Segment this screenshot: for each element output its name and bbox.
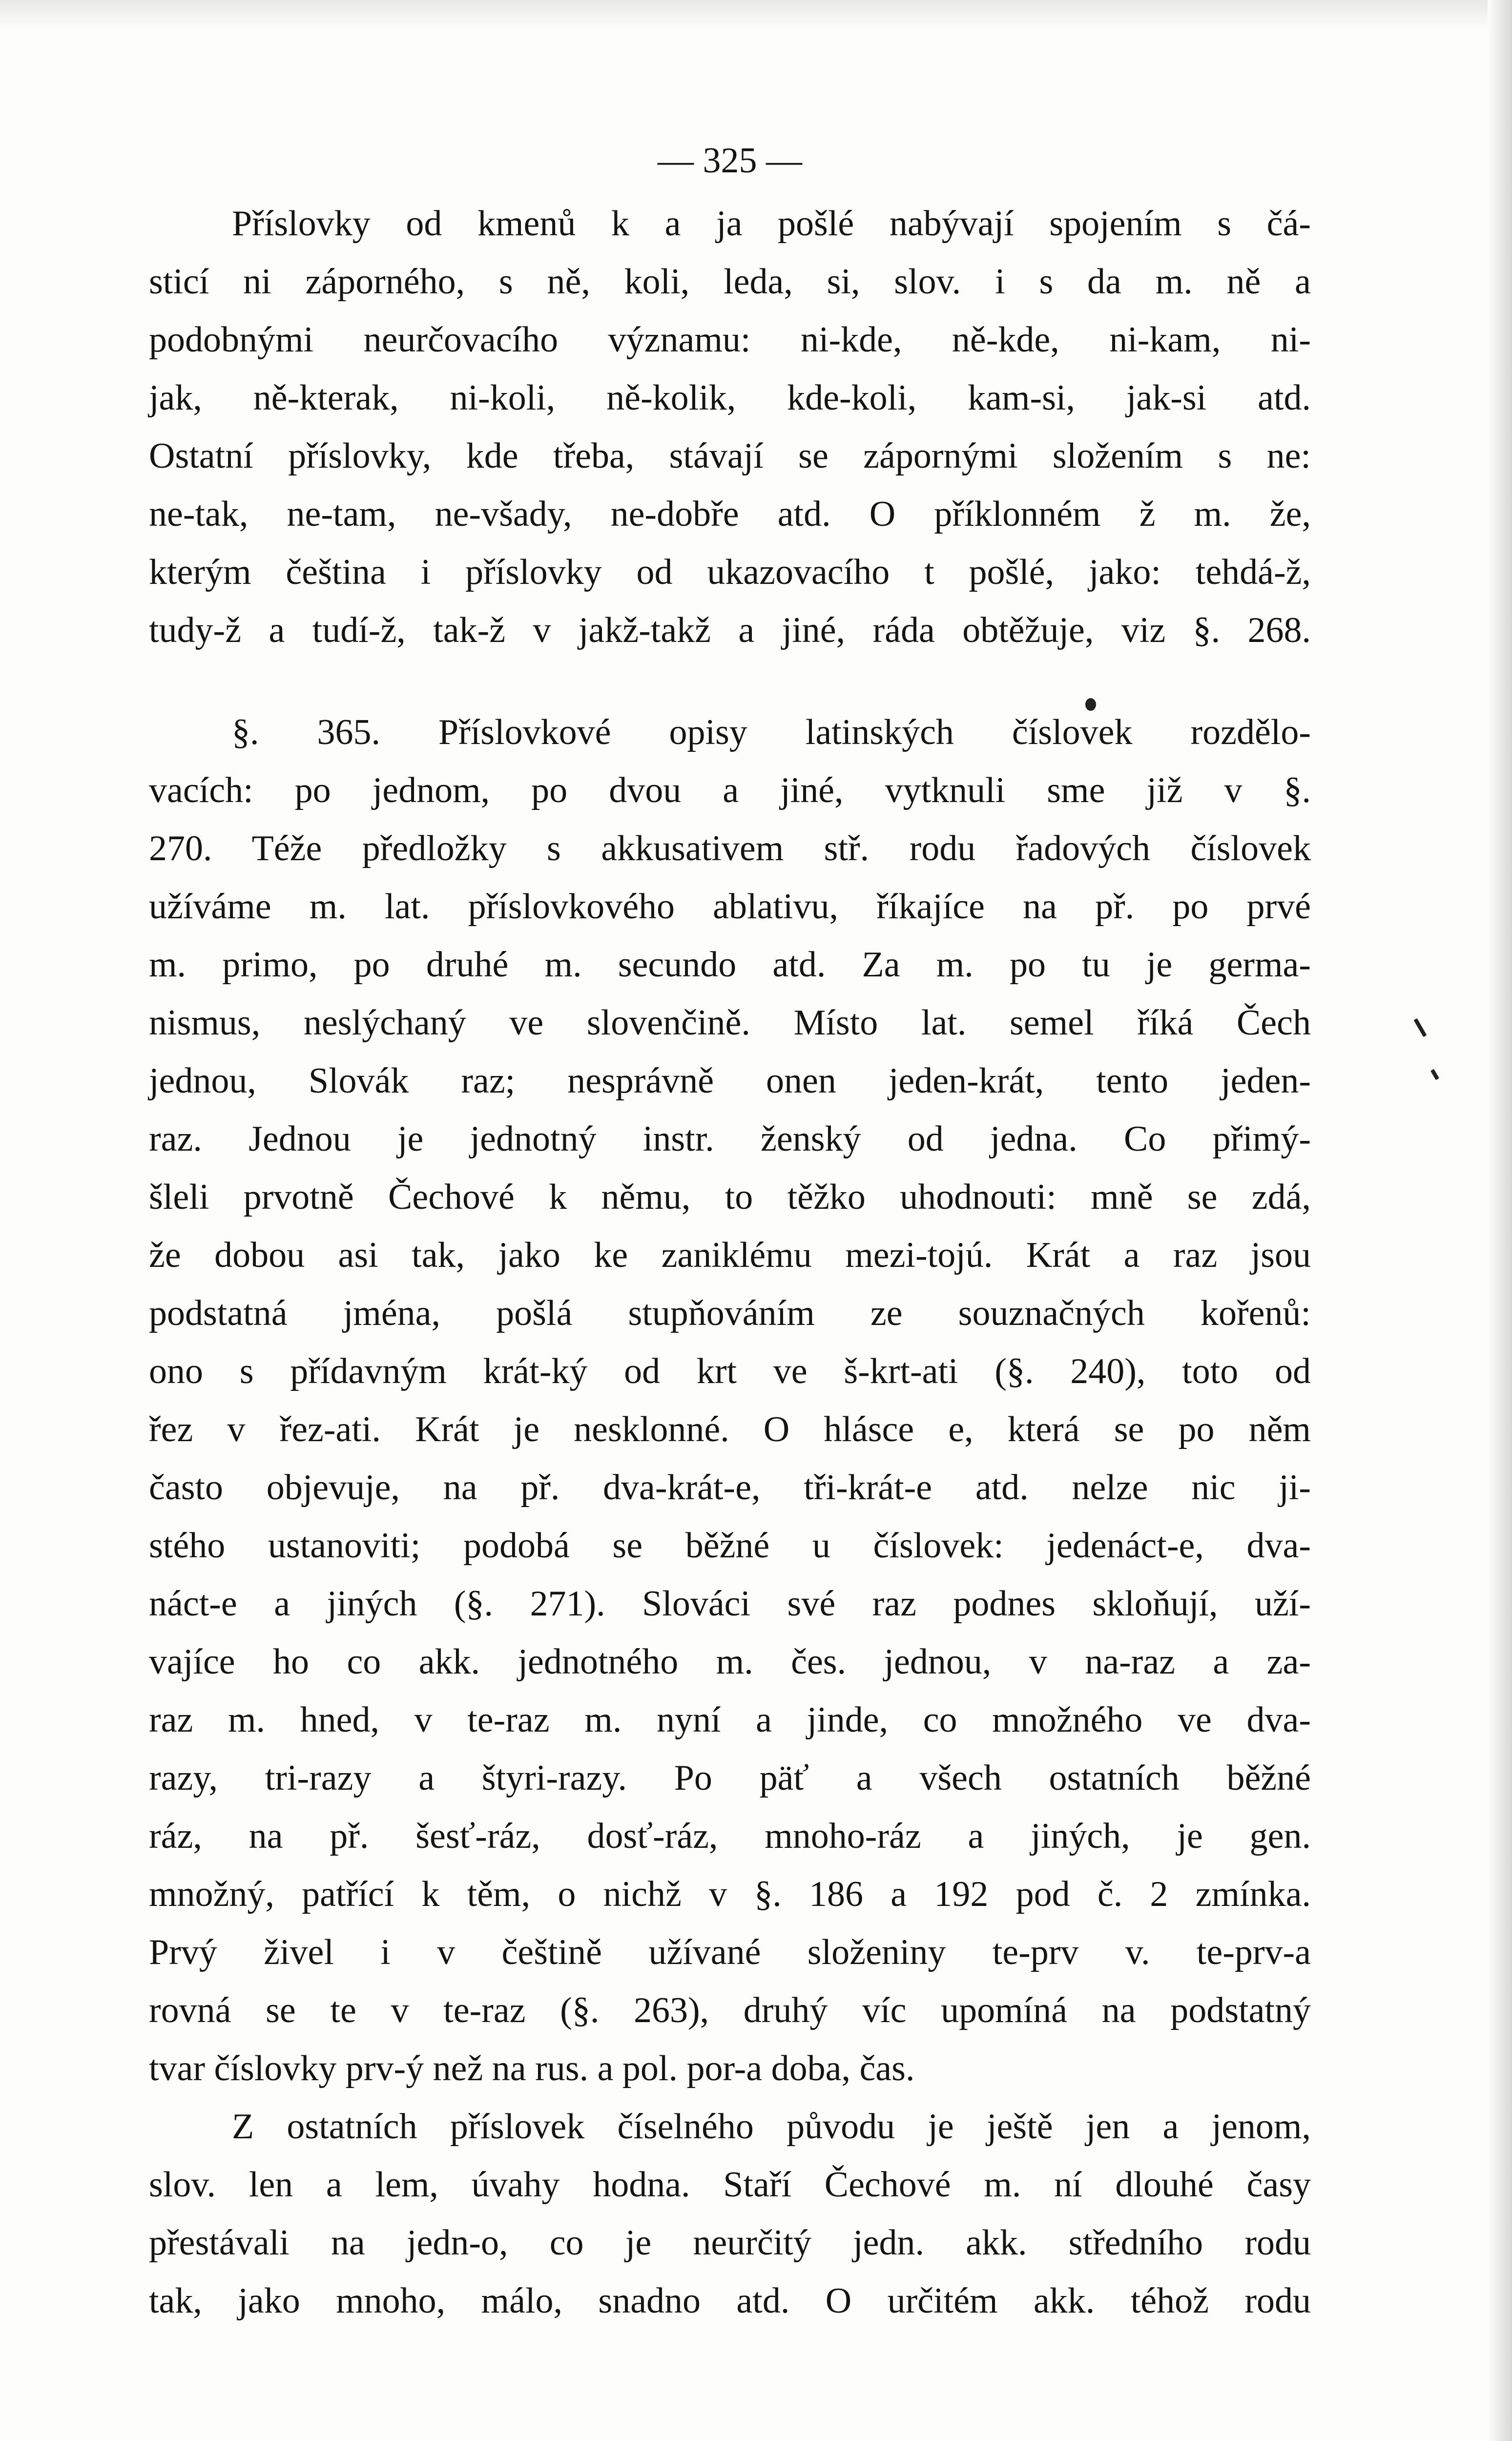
text-line: Prvý živel i v češtině užívané složeniny te-prv v. te-prv-a bbox=[149, 1932, 1311, 1972]
text-line: podstatná jména, pošlá stupňováním ze souznačných kořenů: bbox=[149, 1293, 1311, 1333]
page-right-shadow bbox=[1488, 0, 1512, 2441]
page-top-shadow bbox=[0, 0, 1512, 29]
ink-speck bbox=[1085, 698, 1096, 711]
text-line: stého ustanoviti; podobá se běžné u číslovek: jedenáct-e, dva- bbox=[149, 1526, 1311, 1566]
text-line: jak, ně-kterak, ni-koli, ně-kolik, kde-koli, kam-si, jak-si atd. bbox=[149, 378, 1311, 418]
text-line: že dobou asi tak, jako ke zaniklému mezi-tojú. Krát a raz jsou bbox=[149, 1235, 1311, 1275]
text-line: vajíce ho co akk. jednotného m. čes. jednou, v na-raz a za- bbox=[149, 1642, 1311, 1682]
text-line: tak, jako mnoho, málo, snadno atd. O určitém akk. téhož rodu bbox=[149, 2281, 1311, 2321]
text-line: podobnými neurčovacího významu: ni-kde, ně-kde, ni-kam, ni- bbox=[149, 320, 1311, 360]
ink-speck bbox=[1430, 1069, 1439, 1080]
text-line: raz m. hned, v te-raz m. nyní a jinde, co množného ve dva- bbox=[149, 1700, 1311, 1740]
text-line: raz. Jednou je jednotný instr. ženský od jedna. Co přimý- bbox=[149, 1119, 1311, 1159]
text-line: m. primo, po druhé m. secundo atd. Za m. po tu je germa- bbox=[149, 945, 1311, 985]
text-line: Příslovky od kmenů k a ja pošlé nabývají spojením s čá- bbox=[232, 204, 1311, 244]
text-line: tvar číslovky prv-ý než na rus. a pol. por-a doba, čas. bbox=[149, 2048, 915, 2089]
text-line: 270. Téže předložky s akkusativem stř. rodu řadových číslovek bbox=[149, 828, 1311, 869]
paragraph-2 bbox=[149, 703, 1311, 2098]
ink-speck bbox=[1414, 1018, 1427, 1037]
page-content bbox=[149, 132, 1311, 2330]
text-line: §. 365. Příslovkové opisy latinských číslovek rozdělo- bbox=[232, 712, 1311, 752]
text-line: slov. len a lem, úvahy hodna. Staří Čechové m. ní dlouhé časy bbox=[149, 2165, 1311, 2205]
text-line: vacích: po jednom, po dvou a jiné, vytknuli sme již v §. bbox=[149, 770, 1311, 810]
text-line: razy, tri-razy a štyri-razy. Po päť a všech ostatních běžné bbox=[149, 1758, 1311, 1798]
text-line: řez v řez-ati. Krát je nesklonné. O hlásce e, která se po něm bbox=[149, 1409, 1311, 1449]
text-line: ono s přídavným krát-ký od krt ve š-krt-ati (§. 240), toto od bbox=[149, 1351, 1311, 1391]
text-line: množný, patřící k těm, o nichž v §. 186 a 192 pod č. 2 zmínka. bbox=[149, 1874, 1311, 1914]
text-line: často objevuje, na př. dva-krát-e, tři-krát-e atd. nelze nic ji- bbox=[149, 1468, 1311, 1508]
paragraph-gap bbox=[149, 660, 1311, 703]
text-line: užíváme m. lat. příslovkového ablativu, říkajíce na př. po prvé bbox=[149, 887, 1311, 927]
text-line: jednou, Slovák raz; nesprávně onen jeden-krát, tento jeden- bbox=[149, 1061, 1311, 1101]
text-line: Ostatní příslovky, kde třeba, stávají se zápornými složením s ne: bbox=[149, 436, 1311, 476]
text-line: ne-tak, ne-tam, ne-všady, ne-dobře atd. O příklonném ž m. že, bbox=[149, 494, 1311, 534]
text-line: šleli prvotně Čechové k němu, to těžko uhodnouti: mně se zdá, bbox=[149, 1177, 1311, 1217]
paragraph-1 bbox=[149, 195, 1311, 660]
text-line: sticí ni záporného, s ně, koli, leda, si, slov. i s da m. ně a bbox=[149, 262, 1311, 302]
text-line: rovná se te v te-raz (§. 263), druhý víc upomíná na podstatný bbox=[149, 1990, 1311, 2030]
text-line: Z ostatních příslovek číselného původu je ještě jen a jenom, bbox=[232, 2107, 1311, 2147]
text-line: ráz, na př. šesť-ráz, dosť-ráz, mnoho-ráz a jiných, je gen. bbox=[149, 1816, 1311, 1856]
text-line: náct-e a jiných (§. 271). Slováci své raz podnes skloňují, uží- bbox=[149, 1584, 1311, 1624]
text-line: tudy-ž a tudí-ž, tak-ž v jakž-takž a jiné, ráda obtěžuje, viz §. 268. bbox=[149, 610, 1311, 650]
text-line: nismus, neslýchaný ve slovenčině. Místo lat. semel říká Čech bbox=[149, 1003, 1311, 1043]
paragraph-3 bbox=[149, 2098, 1311, 2330]
text-line: kterým čeština i příslovky od ukazovacího t pošlé, jako: tehdá-ž, bbox=[149, 552, 1311, 592]
text-line: přestávali na jedn-o, co je neurčitý jedn. akk. středního rodu bbox=[149, 2223, 1311, 2263]
page-number: — 325 — bbox=[658, 141, 802, 181]
